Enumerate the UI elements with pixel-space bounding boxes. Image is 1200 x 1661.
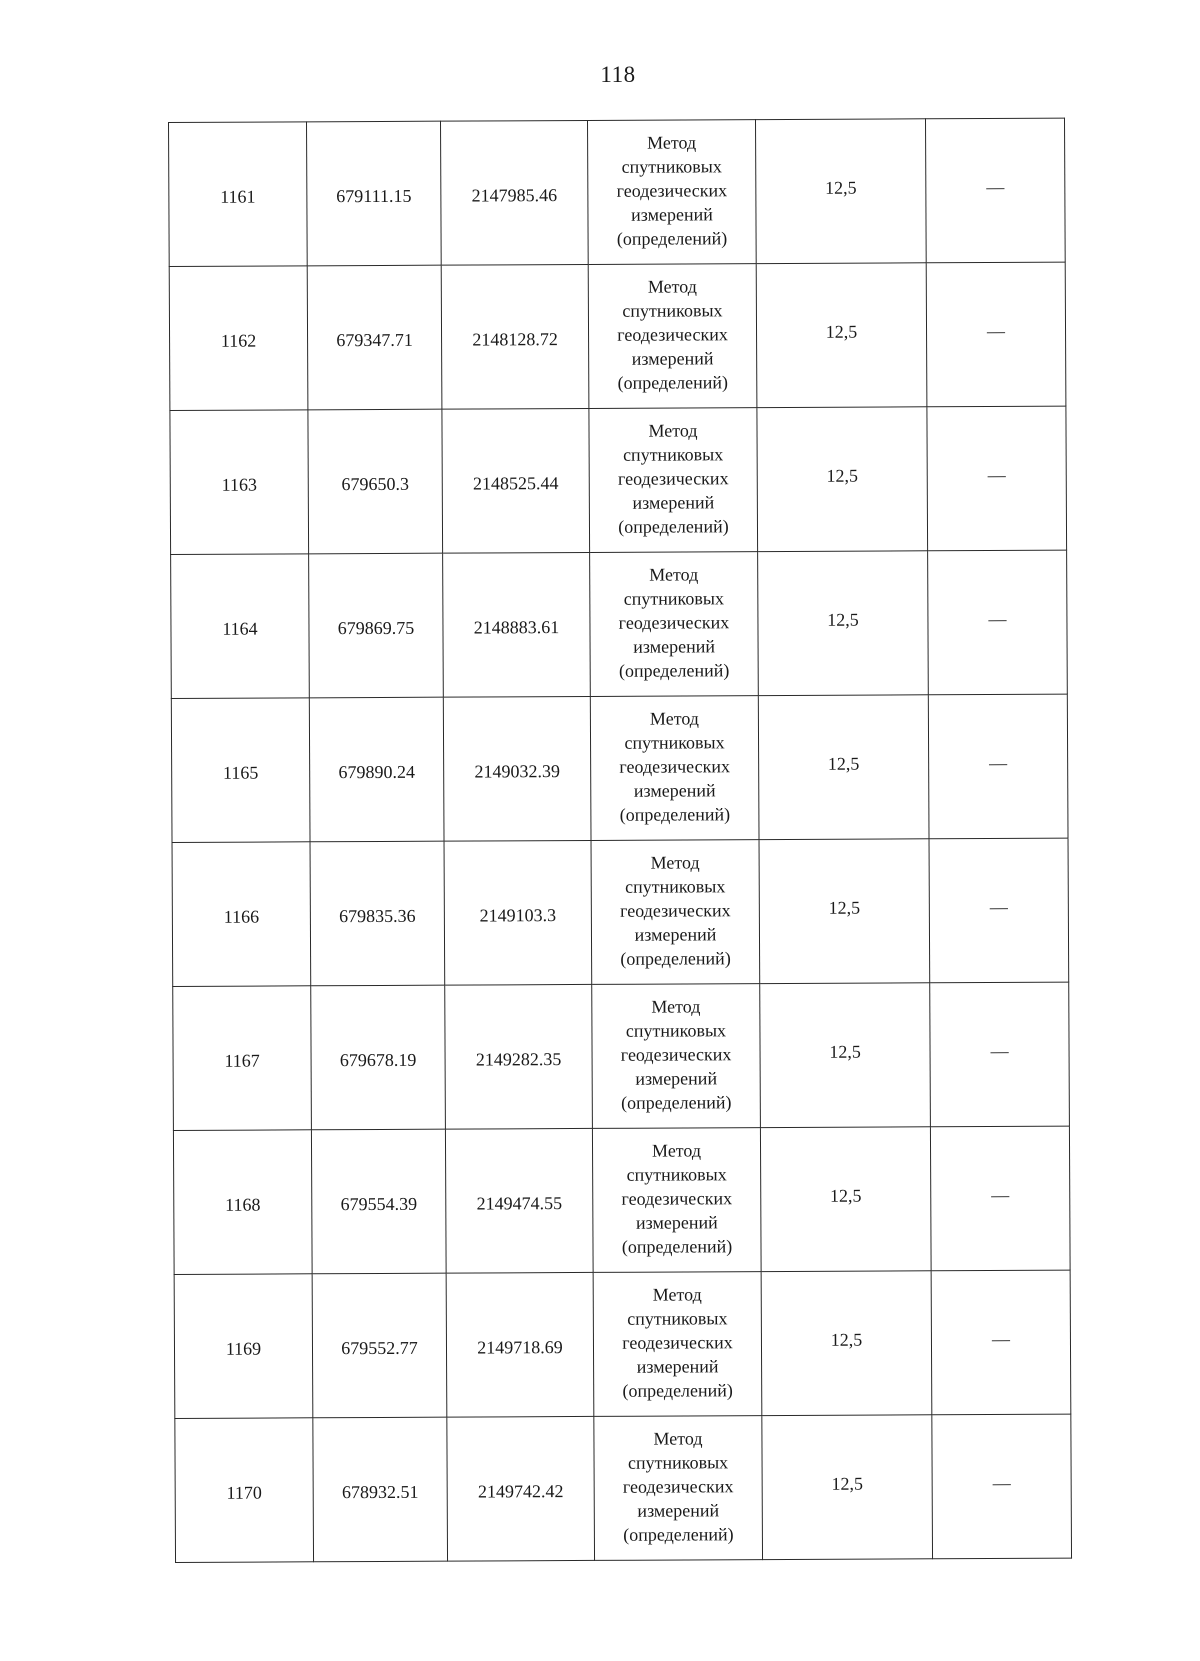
y-coordinate-cell: [443, 552, 591, 697]
method-line: геодезических: [620, 1043, 732, 1065]
method-line: спутниковых: [622, 443, 724, 465]
point-number-cell: [171, 698, 310, 843]
method-line: спутниковых: [625, 1019, 727, 1041]
method-line: измерений: [635, 1067, 718, 1089]
point-number-cell-text: 1168: [225, 1194, 261, 1215]
y-coordinate-cell: [442, 408, 590, 553]
point-number-cell: [173, 986, 312, 1131]
y-coordinate-cell-text: 2147985.46: [471, 184, 558, 206]
method-line: геодезических: [621, 1187, 733, 1209]
table-row: [169, 118, 1066, 266]
note-cell: [928, 550, 1068, 695]
point-number-cell: [170, 410, 309, 555]
method-line: Метод: [652, 1283, 702, 1305]
x-coordinate-cell-text: 679111.15: [336, 185, 412, 206]
page-number: 118: [600, 62, 636, 87]
method-line: спутниковых: [621, 155, 722, 177]
note-cell-text: —: [987, 464, 1006, 485]
x-coordinate-cell-text: 679890.24: [338, 761, 415, 782]
method-line: спутниковых: [623, 587, 724, 609]
table-row: [171, 550, 1068, 698]
point-number-cell: [175, 1418, 314, 1563]
y-coordinate-cell: [440, 120, 588, 265]
method-cell: [589, 408, 758, 553]
method-line: спутниковых: [626, 1163, 727, 1185]
table-row: [171, 694, 1068, 842]
note-cell-text: —: [989, 752, 1008, 773]
method-cell: [588, 264, 757, 409]
method-line: спутниковых: [625, 875, 726, 897]
x-coordinate-cell: [309, 697, 444, 842]
accuracy-cell-text: 12,5: [825, 321, 858, 342]
accuracy-cell: [757, 407, 928, 552]
accuracy-cell-text: 12,5: [827, 609, 859, 630]
x-coordinate-cell-text: 679869.75: [337, 617, 415, 638]
method-line: геодезических: [620, 899, 731, 921]
accuracy-cell-text: 12,5: [829, 1185, 862, 1206]
table-row: [174, 1270, 1071, 1418]
accuracy-cell-text: 12,5: [831, 1473, 863, 1494]
method-line: (определений): [621, 1235, 733, 1257]
x-coordinate-cell: [307, 265, 442, 410]
table-row: [170, 406, 1067, 554]
method-line: измерений: [633, 779, 716, 801]
note-cell-text: —: [986, 176, 1005, 197]
method-line: (определений): [622, 1379, 733, 1401]
accuracy-cell: [758, 695, 929, 840]
accuracy-cell: [759, 839, 930, 984]
method-line: геодезических: [617, 467, 729, 489]
method-line: спутниковых: [622, 299, 723, 321]
note-cell: [931, 1270, 1071, 1415]
accuracy-cell-text: 12,5: [825, 177, 857, 198]
method-line: измерений: [637, 1499, 720, 1521]
accuracy-cell-text: 12,5: [826, 465, 859, 486]
y-coordinate-cell: [447, 1416, 595, 1561]
method-line: Метод: [651, 1139, 702, 1161]
method-cell: [590, 696, 759, 841]
x-coordinate-cell: [311, 1129, 446, 1274]
note-cell: [929, 838, 1069, 983]
point-number-cell-text: 1162: [220, 330, 257, 351]
y-coordinate-cell: [441, 264, 589, 409]
note-cell: [932, 1414, 1072, 1559]
x-coordinate-cell-text: 679678.19: [339, 1049, 417, 1070]
note-cell: [930, 1126, 1070, 1271]
note-cell: [925, 118, 1065, 263]
x-coordinate-cell-text: 679552.77: [341, 1337, 418, 1358]
method-line: спутниковых: [627, 1307, 728, 1329]
x-coordinate-cell-text: 679650.3: [341, 473, 410, 494]
method-line: геодезических: [622, 1331, 733, 1353]
x-coordinate-cell: [308, 409, 443, 554]
method-line: (определений): [618, 659, 730, 681]
method-line: (определений): [619, 803, 731, 825]
y-coordinate-cell: [445, 1128, 593, 1273]
y-coordinate-cell-text: 2148525.44: [472, 472, 559, 494]
method-line: Метод: [647, 275, 697, 297]
y-coordinate-cell-text: 2148883.61: [473, 616, 560, 638]
point-number-cell-text: 1161: [220, 186, 256, 207]
y-coordinate-cell-text: 2149282.35: [475, 1048, 562, 1070]
method-line: измерений: [632, 491, 715, 513]
method-line: Метод: [653, 1427, 703, 1449]
method-cell: [591, 840, 760, 985]
method-cell: [594, 1416, 763, 1561]
accuracy-cell: [755, 119, 926, 264]
method-cell: [592, 1128, 761, 1273]
x-coordinate-cell-text: 679554.39: [340, 1193, 418, 1214]
note-cell-text: —: [992, 1472, 1011, 1493]
y-coordinate-cell: [443, 696, 591, 841]
y-coordinate-cell-text: 2149032.39: [474, 760, 560, 782]
point-number-cell: [173, 1130, 312, 1275]
table-row: [175, 1414, 1072, 1562]
note-cell-text: —: [991, 1184, 1010, 1205]
note-cell-text: —: [990, 1040, 1009, 1061]
method-line: (определений): [618, 515, 729, 537]
note-cell-text: —: [988, 608, 1007, 629]
point-number-cell: [172, 842, 311, 987]
note-cell-text: —: [986, 320, 1006, 341]
method-line: геодезических: [619, 755, 730, 777]
point-number-cell-text: 1169: [225, 1338, 262, 1359]
accuracy-cell: [758, 551, 929, 696]
y-coordinate-cell-text: 2149474.55: [476, 1192, 563, 1214]
method-line: Метод: [649, 707, 699, 729]
y-coordinate-cell: [446, 1272, 594, 1417]
accuracy-cell: [756, 263, 927, 408]
note-cell: [928, 694, 1068, 839]
x-coordinate-cell: [307, 121, 442, 266]
x-coordinate-cell: [313, 1417, 448, 1562]
x-coordinate-cell: [310, 841, 445, 986]
x-coordinate-cell: [312, 1273, 447, 1418]
x-coordinate-cell: [309, 553, 444, 698]
method-line: измерений: [631, 203, 713, 225]
x-coordinate-cell: [311, 985, 446, 1130]
accuracy-cell-text: 12,5: [829, 1041, 861, 1062]
method-line: (определений): [617, 371, 729, 393]
method-line: (определений): [616, 227, 728, 249]
table-row: [173, 1126, 1070, 1274]
method-line: геодезических: [617, 323, 728, 345]
accuracy-cell: [761, 1271, 932, 1416]
accuracy-cell-text: 12,5: [830, 1329, 863, 1350]
method-line: измерений: [635, 1211, 718, 1233]
note-cell: [926, 262, 1066, 407]
coordinates-table: [168, 118, 1072, 1563]
note-cell-text: —: [989, 896, 1008, 917]
y-coordinate-cell-text: 2149718.69: [477, 1336, 563, 1358]
x-coordinate-cell-text: 678932.51: [341, 1481, 419, 1502]
x-coordinate-cell-text: 679835.36: [339, 905, 416, 926]
point-number-cell-text: 1170: [226, 1482, 262, 1503]
accuracy-cell: [762, 1415, 933, 1560]
method-line: геодезических: [616, 179, 728, 201]
method-cell: [587, 120, 756, 265]
y-coordinate-cell-text: 2148128.72: [472, 328, 558, 350]
accuracy-cell: [760, 983, 931, 1128]
method-line: геодезических: [622, 1475, 734, 1497]
point-number-cell: [169, 266, 308, 411]
point-number-cell: [174, 1274, 313, 1419]
point-number-cell-text: 1165: [222, 762, 259, 783]
method-line: измерений: [636, 1355, 719, 1377]
accuracy-cell-text: 12,5: [827, 753, 860, 774]
method-line: геодезических: [618, 611, 730, 633]
method-line: Метод: [649, 563, 699, 585]
method-line: Метод: [647, 131, 697, 153]
method-line: спутниковых: [624, 731, 725, 753]
method-line: (определений): [620, 947, 731, 969]
method-line: Метод: [648, 419, 698, 441]
point-number-cell: [169, 122, 308, 267]
note-cell: [930, 982, 1070, 1127]
accuracy-cell-text: 12,5: [828, 897, 861, 918]
method-line: (определений): [621, 1091, 732, 1113]
method-line: измерений: [633, 635, 715, 657]
table-row: [173, 982, 1070, 1130]
note-cell-text: —: [991, 1328, 1011, 1349]
method-line: измерений: [631, 347, 714, 369]
y-coordinate-cell: [445, 984, 593, 1129]
point-number-cell-text: 1163: [221, 474, 257, 495]
coordinates-table-body: [169, 118, 1072, 1562]
note-cell: [927, 406, 1067, 551]
method-line: (определений): [623, 1523, 734, 1545]
y-coordinate-cell: [444, 840, 592, 985]
table-row: [169, 262, 1066, 410]
method-cell: [592, 984, 761, 1129]
method-cell: [590, 552, 759, 697]
accuracy-cell: [760, 1127, 931, 1272]
method-line: спутниковых: [627, 1451, 729, 1473]
y-coordinate-cell-text: 2149103.3: [479, 904, 557, 925]
method-line: Метод: [651, 995, 701, 1017]
point-number-cell-text: 1164: [222, 618, 258, 639]
point-number-cell-text: 1167: [224, 1050, 260, 1071]
point-number-cell-text: 1166: [223, 906, 260, 927]
point-number-cell: [171, 554, 310, 699]
y-coordinate-cell-text: 2149742.42: [477, 1480, 564, 1502]
method-line: измерений: [634, 923, 717, 945]
method-line: Метод: [650, 851, 700, 873]
method-cell: [593, 1272, 762, 1417]
table-row: [172, 838, 1069, 986]
x-coordinate-cell-text: 679347.71: [336, 329, 413, 350]
